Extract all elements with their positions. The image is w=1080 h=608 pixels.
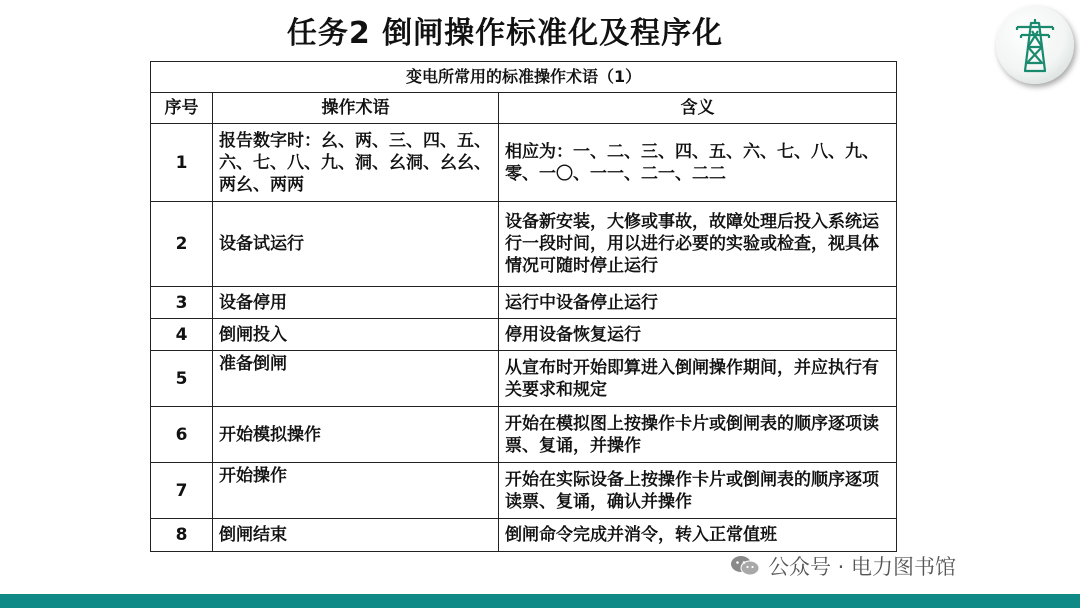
table-row xyxy=(151,407,897,463)
table-row xyxy=(151,463,897,519)
row-meaning: 运行中设备停止运行 xyxy=(499,287,897,319)
table-row xyxy=(151,287,897,319)
row-term: 倒闸结束 xyxy=(213,519,499,552)
row-number: 1 xyxy=(151,124,213,202)
row-meaning: 开始在实际设备上按操作卡片或倒闸表的顺序逐项读票、复诵，确认并操作 xyxy=(499,463,897,519)
row-meaning: 停用设备恢复运行 xyxy=(499,319,897,351)
row-number: 4 xyxy=(151,319,213,351)
row-term: 倒闸投入 xyxy=(213,319,499,351)
row-meaning: 倒闸命令完成并消令，转入正常值班 xyxy=(499,519,897,552)
terminology-table xyxy=(150,61,897,552)
row-term: 开始模拟操作 xyxy=(213,407,499,463)
row-meaning: 从宣布时开始即算进入倒闸操作期间，并应执行有关要求和规定 xyxy=(499,351,897,407)
row-meaning: 开始在模拟图上按操作卡片或倒闸表的顺序逐项读票、复诵，并操作 xyxy=(499,407,897,463)
row-meaning: 相应为：一、二、三、四、五、六、七、八、九、零、一〇、一一、二一、二二 xyxy=(499,124,897,202)
row-term: 开始操作 xyxy=(213,463,499,519)
row-term: 设备停用 xyxy=(213,287,499,319)
wechat-icon xyxy=(730,555,760,577)
table-row xyxy=(151,351,897,407)
watermark-text: 公众号 · 电力图书馆 xyxy=(768,555,957,579)
row-number: 6 xyxy=(151,407,213,463)
table-caption: 变电所常用的标准操作术语（1） xyxy=(151,62,897,93)
row-term: 报告数字时：幺、两、三、四、五、六、七、八、九、洞、幺洞、幺幺、两幺、两两 xyxy=(213,124,499,202)
row-number: 5 xyxy=(151,351,213,407)
row-term: 准备倒闸 xyxy=(213,351,499,407)
logo xyxy=(996,6,1074,84)
table-row xyxy=(151,202,897,287)
bottom-accent-bar xyxy=(0,594,1080,608)
header-term: 操作术语 xyxy=(213,93,499,124)
row-number: 7 xyxy=(151,463,213,519)
table-row xyxy=(151,319,897,351)
header-number: 序号 xyxy=(151,93,213,124)
watermark xyxy=(730,552,956,580)
table-row xyxy=(151,124,897,202)
slide-title: 任务2 倒闸操作标准化及程序化 xyxy=(286,16,724,51)
row-number: 8 xyxy=(151,519,213,552)
row-meaning: 设备新安装，大修或事故，故障处理后投入系统运行一段时间，用以进行必要的实验或检查，视具体情况可随时停止运行 xyxy=(499,202,897,287)
row-number: 3 xyxy=(151,287,213,319)
header-meaning: 含义 xyxy=(499,93,897,124)
terminology-table-container xyxy=(150,61,896,552)
table-row xyxy=(151,519,897,552)
row-term: 设备试运行 xyxy=(213,202,499,287)
power-tower-icon xyxy=(1011,17,1059,73)
row-number: 2 xyxy=(151,202,213,287)
